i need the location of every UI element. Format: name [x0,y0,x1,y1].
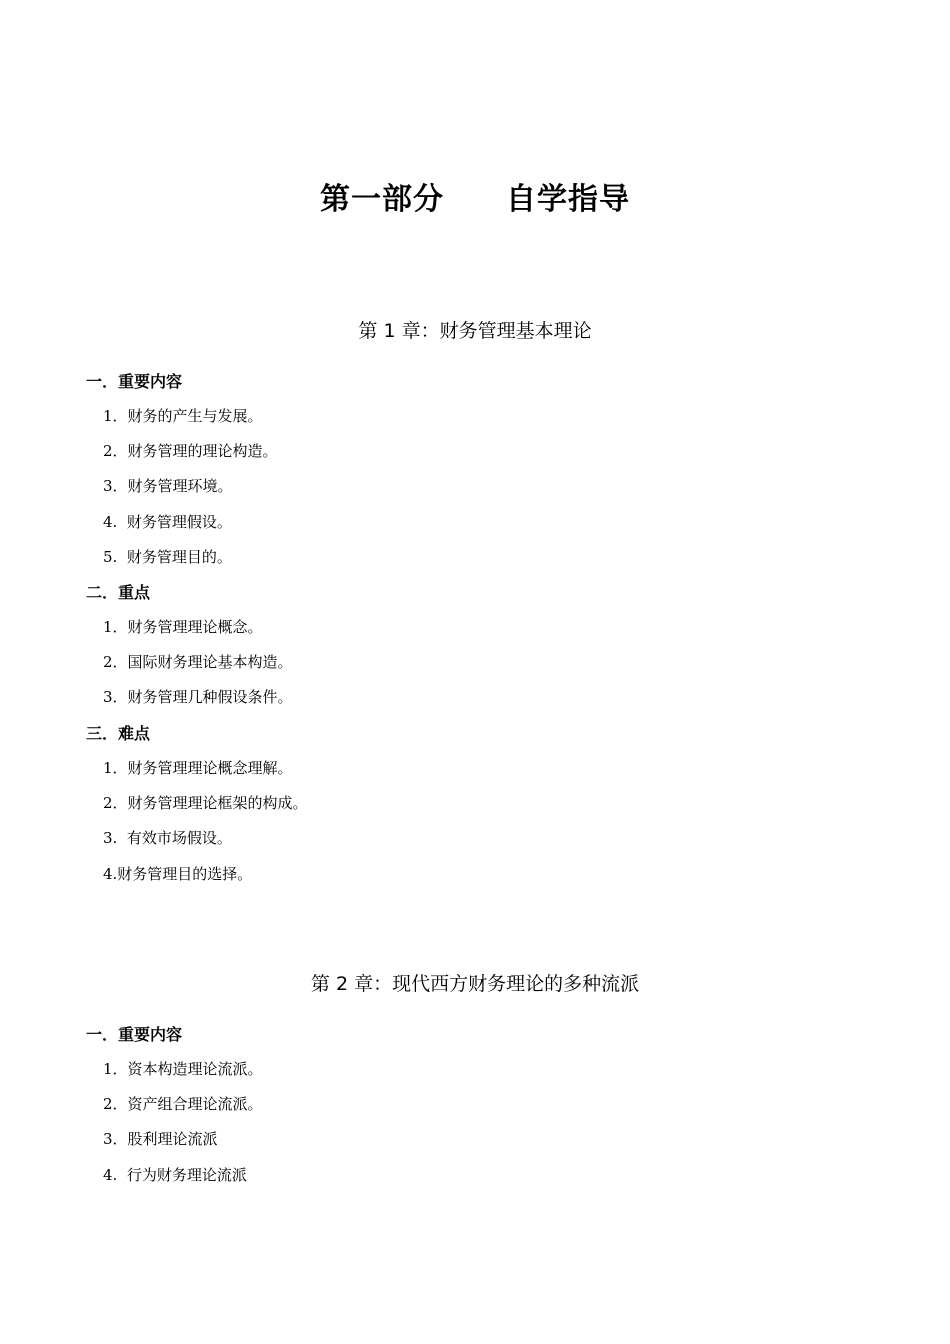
part-title: 第一部分 自学指导 [320,182,630,217]
list-item: 3．财务管理环境。 [103,477,233,496]
section-heading: 三．难点 [86,724,151,743]
section [86,716,886,892]
section [86,1017,886,1193]
section-heading: 一．重要内容 [86,372,183,391]
list-item: 4.财务管理目的选择。 [103,864,253,883]
chapter-title: 第 2 章：现代西方财务理论的多种流派 [310,973,640,995]
list-item: 3. 有效市场假设。 [103,829,232,848]
chapter-title: 第 1 章：财务管理基本理论 [358,320,592,342]
list-item: 2．财务管理理论框架的构成。 [103,794,308,813]
list-item: 1．财务管理理论概念理解。 [103,759,293,777]
list-item: 2．国际财务理论基本构造。 [103,653,293,672]
section [86,364,886,575]
list-item: 1．资本构造理论流派。 [103,1060,263,1078]
list-item: 1．财务的产生与发展。 [103,407,263,425]
section [86,575,886,716]
section-heading: 一．重要内容 [86,1025,183,1044]
list-item: 1．财务管理理论概念。 [103,618,263,636]
section-heading: 二．重点 [86,583,151,602]
list-item: 3．股利理论流派 [103,1130,218,1149]
list-item: 5. 财务管理目的。 [103,547,232,566]
list-item: 4. 财务管理假设。 [103,512,232,531]
list-item: 2．财务管理的理论构造。 [103,442,278,461]
list-item: 4. 行为财务理论流派 [103,1165,247,1184]
list-item: 2．资产组合理论流派。 [103,1095,263,1114]
list-item: 3．财务管理几种假设条件。 [103,688,293,707]
